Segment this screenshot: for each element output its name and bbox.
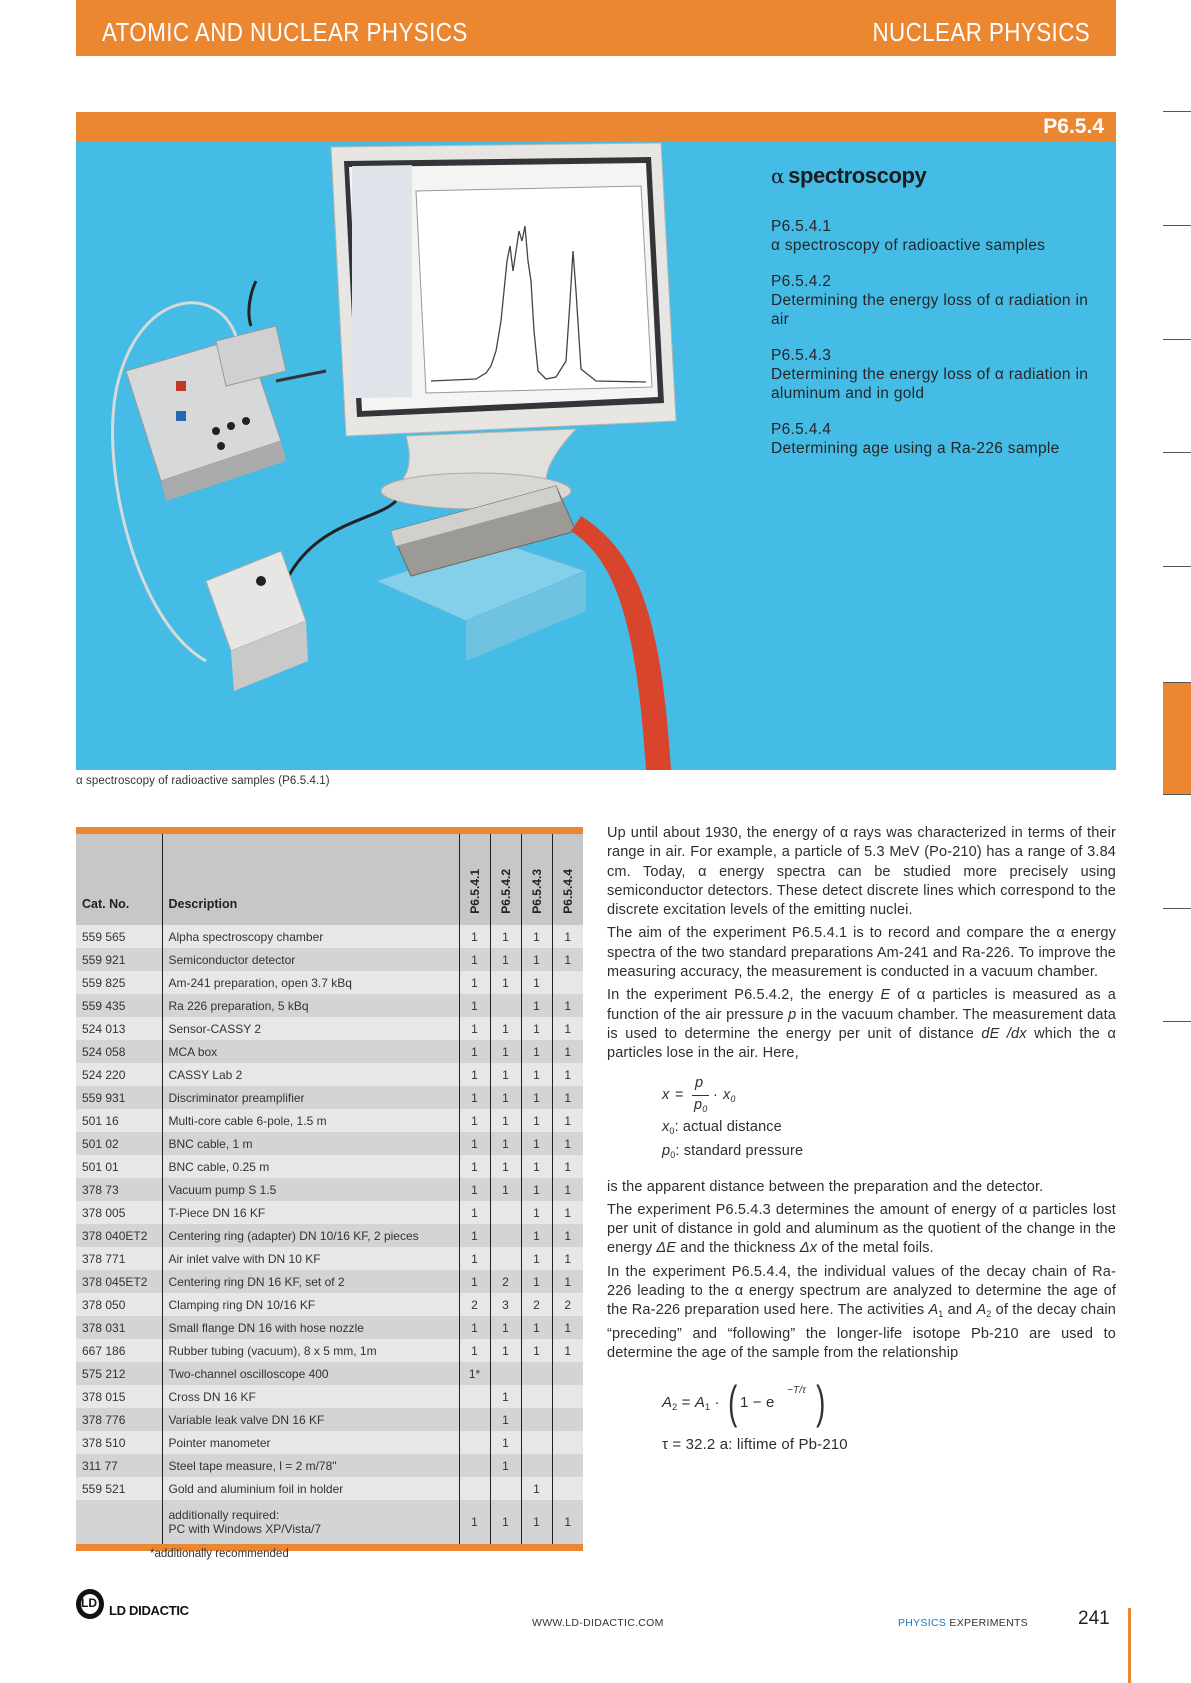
quantity: 1 (521, 925, 552, 948)
quantity: 1 (521, 1063, 552, 1086)
cat-no: 575 212 (76, 1362, 162, 1385)
experiment-code: P6.5.4.3 (771, 347, 832, 364)
cat-no: 378 510 (76, 1431, 162, 1454)
cat-no: 311 77 (76, 1454, 162, 1477)
quantity: 1* (459, 1362, 490, 1385)
quantity: 1 (552, 1247, 583, 1270)
quantity: 1 (552, 1224, 583, 1247)
cat-no: 559 521 (76, 1477, 162, 1500)
cat-no: 501 01 (76, 1155, 162, 1178)
quantity: 1 (459, 1086, 490, 1109)
cat-no: 378 73 (76, 1178, 162, 1201)
paragraph: The experiment P6.5.4.3 determines the amount of energy of α particles lost per unit of distance in gold and aluminum as the quotient of the change in the energy ΔE and the thickness Δx of the metal foils. (607, 1201, 1116, 1257)
catalog-name: PHYSICS EXPERIMENTS (898, 1617, 1028, 1629)
quantity (521, 1454, 552, 1477)
table-row (76, 1040, 583, 1063)
quantity: 1 (521, 948, 552, 971)
table-row (76, 1408, 583, 1431)
experiment-item[interactable] (771, 217, 1091, 255)
quantity: 1 (459, 994, 490, 1017)
quantity: 1 (490, 1408, 521, 1431)
quantity (490, 1477, 521, 1500)
description: Variable leak valve DN 16 KF (162, 1408, 459, 1431)
description: Clamping ring DN 10/16 KF (162, 1293, 459, 1316)
quantity: 1 (490, 1040, 521, 1063)
quantity: 1 (521, 1017, 552, 1040)
cat-no: 559 435 (76, 994, 162, 1017)
quantity: 1 (552, 1178, 583, 1201)
topic-title-text: spectroscopy (788, 163, 927, 188)
description: Rubber tubing (vacuum), 8 x 5 mm, 1m (162, 1339, 459, 1362)
monitor (331, 143, 676, 509)
table-row (76, 1270, 583, 1293)
quantity: 1 (552, 1017, 583, 1040)
quantity: 1 (490, 1385, 521, 1408)
cat-no: 524 013 (76, 1017, 162, 1040)
quantity: 1 (521, 1040, 552, 1063)
chapter-marker[interactable] (1163, 908, 1191, 909)
quantity: 1 (521, 1477, 552, 1500)
description: Small flange DN 16 with hose nozzle (162, 1316, 459, 1339)
quantity: 1 (521, 971, 552, 994)
quantity: 1 (459, 1178, 490, 1201)
table-row (76, 1086, 583, 1109)
quantity: 1 (459, 1201, 490, 1224)
description: Cross DN 16 KF (162, 1385, 459, 1408)
topic-code-bar (76, 112, 1116, 141)
cat-no: 559 931 (76, 1086, 162, 1109)
quantity: 1 (459, 948, 490, 971)
logo-text: LD DIDACTIC (109, 1603, 189, 1618)
quantity: 1 (521, 1155, 552, 1178)
cat-no: 378 771 (76, 1247, 162, 1270)
description: Two-channel oscilloscope 400 (162, 1362, 459, 1385)
cat-no (76, 1500, 162, 1544)
sensor-cassy (126, 326, 286, 501)
header-p6541: P6.5.4.1 (459, 834, 490, 925)
quantity: 1 (552, 1500, 583, 1544)
header-p6543: P6.5.4.3 (521, 834, 552, 925)
topic-code: P6.5.4 (1043, 115, 1104, 138)
cat-no: 559 825 (76, 971, 162, 994)
quantity (552, 1362, 583, 1385)
quantity: 1 (459, 1316, 490, 1339)
quantity: 1 (552, 1270, 583, 1293)
quantity: 2 (552, 1293, 583, 1316)
quantity (459, 1431, 490, 1454)
quantity: 1 (552, 1155, 583, 1178)
apparatus-illustration (76, 141, 756, 770)
quantity (552, 971, 583, 994)
quantity: 3 (490, 1293, 521, 1316)
paragraph: The aim of the experiment P6.5.4.1 is to record and compare the α energy spectra of the two standard preparations Am-241 and Ra-226. To improve the measuring accuracy, the measurement is conducted in a vacuum chamber. (607, 925, 1116, 981)
quantity: 1 (521, 1500, 552, 1544)
section-title: ATOMIC AND NUCLEAR PHYSICS (102, 17, 468, 47)
quantity (521, 1385, 552, 1408)
experiment-item[interactable] (771, 346, 1091, 403)
quantity: 1 (521, 1178, 552, 1201)
cat-no: 667 186 (76, 1339, 162, 1362)
description: Steel tape measure, l = 2 m/78" (162, 1454, 459, 1477)
body-text (607, 824, 1116, 1455)
description: BNC cable, 0.25 m (162, 1155, 459, 1178)
description: BNC cable, 1 m (162, 1132, 459, 1155)
table-row (76, 1224, 583, 1247)
experiment-list (771, 217, 1091, 475)
description: CASSY Lab 2 (162, 1063, 459, 1086)
page-number: 241 (1078, 1608, 1110, 1629)
quantity (552, 1454, 583, 1477)
experiment-item[interactable] (771, 272, 1091, 329)
description: Gold and aluminium foil in holder (162, 1477, 459, 1500)
quantity: 1 (552, 1339, 583, 1362)
quantity (490, 994, 521, 1017)
quantity: 1 (459, 1063, 490, 1086)
quantity: 1 (490, 925, 521, 948)
quantity: 1 (521, 1224, 552, 1247)
quantity: 1 (552, 1086, 583, 1109)
chapter-marker[interactable] (1163, 225, 1191, 226)
topic-title (771, 163, 926, 189)
quantity: 2 (521, 1293, 552, 1316)
table-row (76, 1385, 583, 1408)
quantity: 1 (521, 1339, 552, 1362)
cat-no: 524 220 (76, 1063, 162, 1086)
table-row (76, 994, 583, 1017)
table-footnote: *additionally recommended (150, 1548, 289, 1560)
experiment-title: Determining age using a Ra-226 sample (771, 440, 1060, 457)
cat-no: 378 045ET2 (76, 1270, 162, 1293)
quantity: 1 (490, 971, 521, 994)
description: Am-241 preparation, open 3.7 kBq (162, 971, 459, 994)
quantity (490, 1362, 521, 1385)
chapter-marker[interactable] (1163, 1021, 1191, 1022)
quantity: 1 (490, 1155, 521, 1178)
table-row (76, 1063, 583, 1086)
description: MCA box (162, 1040, 459, 1063)
quantity: 1 (459, 1132, 490, 1155)
cat-no: 559 565 (76, 925, 162, 948)
definition-p0: $p_0$: standard pressure (662, 1142, 804, 1160)
quantity: 1 (459, 1224, 490, 1247)
table-row (76, 1201, 583, 1224)
description: additionally required: PC with Windows XP/Vista/7 (162, 1500, 459, 1544)
quantity (521, 1408, 552, 1431)
table-row (76, 1109, 583, 1132)
quantity: 1 (459, 925, 490, 948)
cat-no: 378 031 (76, 1316, 162, 1339)
quantity: 1 (552, 1132, 583, 1155)
header-description: Description (162, 834, 459, 925)
quantity: 1 (521, 1086, 552, 1109)
table-row (76, 925, 583, 948)
chapter-marker-active[interactable] (1163, 682, 1191, 795)
quantity: 1 (490, 1017, 521, 1040)
quantity: 1 (521, 994, 552, 1017)
table-row (76, 1155, 583, 1178)
quantity: 1 (490, 1454, 521, 1477)
quantity (490, 1201, 521, 1224)
quantity (552, 1385, 583, 1408)
description: Centering ring (adapter) DN 10/16 KF, 2 pieces (162, 1224, 459, 1247)
table-row (76, 1454, 583, 1477)
logo-mark: LD (81, 1596, 97, 1610)
paragraph: is the apparent distance between the preparation and the detector. (607, 1178, 1044, 1195)
quantity: 1 (521, 1316, 552, 1339)
description: Multi-core cable 6-pole, 1.5 m (162, 1109, 459, 1132)
cat-no: 378 050 (76, 1293, 162, 1316)
description: Sensor-CASSY 2 (162, 1017, 459, 1040)
quantity: 1 (552, 925, 583, 948)
experiment-title: Determining the energy loss of α radiation in aluminum and in gold (771, 366, 1089, 402)
table-row (76, 1017, 583, 1040)
cat-no: 501 02 (76, 1132, 162, 1155)
quantity: 1 (552, 948, 583, 971)
figure-caption: α spectroscopy of radioactive samples (P6.5.4.1) (76, 775, 330, 787)
description: Air inlet valve with DN 10 KF (162, 1247, 459, 1270)
chapter-marker[interactable] (1163, 452, 1191, 453)
quantity: 1 (490, 1316, 521, 1339)
table-header-row (76, 834, 583, 925)
quantity (459, 1454, 490, 1477)
table-row-additional (76, 1500, 583, 1544)
quantity: 2 (459, 1293, 490, 1316)
cat-no: 559 921 (76, 948, 162, 971)
quantity: 1 (521, 1270, 552, 1293)
chapter-marker[interactable] (1163, 111, 1191, 112)
experiment-code: P6.5.4.2 (771, 273, 832, 290)
table-row (76, 1316, 583, 1339)
table-row (76, 971, 583, 994)
subsection-title: NUCLEAR PHYSICS (872, 17, 1090, 47)
tau-definition: τ = 32.2 a: liftime of Pb-210 (662, 1436, 848, 1454)
quantity: 1 (459, 1270, 490, 1293)
quantity: 1 (552, 994, 583, 1017)
quantity (521, 1362, 552, 1385)
header-p6542: P6.5.4.2 (490, 834, 521, 925)
description: T-Piece DN 16 KF (162, 1201, 459, 1224)
quantity: 1 (459, 1339, 490, 1362)
quantity: 1 (521, 1132, 552, 1155)
quantity: 1 (490, 1086, 521, 1109)
header-cat-no: Cat. No. (76, 834, 162, 925)
alpha-spectroscopy-chamber (376, 486, 671, 770)
description: Ra 226 preparation, 5 kBq (162, 994, 459, 1017)
quantity: 1 (521, 1247, 552, 1270)
quantity: 1 (459, 1017, 490, 1040)
quantity: 1 (521, 1201, 552, 1224)
quantity (459, 1408, 490, 1431)
chapter-marker[interactable] (1163, 566, 1191, 567)
table-row (76, 1431, 583, 1454)
quantity (459, 1385, 490, 1408)
equipment-table (76, 827, 583, 1551)
description: Vacuum pump S 1.5 (162, 1178, 459, 1201)
table-row (76, 1247, 583, 1270)
header-p6544: P6.5.4.4 (552, 834, 583, 925)
description: Alpha spectroscopy chamber (162, 925, 459, 948)
cat-no: 501 16 (76, 1109, 162, 1132)
paragraph: Up until about 1930, the energy of α rays was characterized in terms of their range in air. For example, a particle of 5.3 MeV (Po-210) has a range of 3.84 cm. Today, α energy spectra can be studied more precisely using semiconductor detectors. These detect discrete lines which correspond to the discrete excitation levels of the emitting nuclei. (607, 825, 1116, 919)
experiment-item[interactable] (771, 420, 1091, 458)
quantity: 1 (459, 1500, 490, 1544)
quantity: 1 (490, 1339, 521, 1362)
quantity (552, 1477, 583, 1500)
quantity: 1 (552, 1201, 583, 1224)
quantity: 1 (459, 1040, 490, 1063)
paragraph: In the experiment P6.5.4.4, the individual values of the decay chain of Ra-226 leading to the α energy spectrum are analyzed to determine the age of the Ra-226 preparation used here. The activities $A_1$ and $A_2$ of the decay chain “preceding” and “following” the longer-life isotope Pb-210 are used to determine the age of the sample from the relationship (607, 1263, 1117, 1361)
cat-no: 378 040ET2 (76, 1224, 162, 1247)
quantity: 1 (459, 971, 490, 994)
table-row (76, 1477, 583, 1500)
chapter-marker[interactable] (1163, 339, 1191, 340)
quantity (552, 1431, 583, 1454)
quantity: 1 (552, 1063, 583, 1086)
table-row (76, 1132, 583, 1155)
quantity: 1 (552, 1316, 583, 1339)
quantity: 1 (521, 1109, 552, 1132)
alpha-symbol: α (771, 164, 785, 188)
table-top-rule (76, 827, 583, 834)
quantity: 1 (459, 1155, 490, 1178)
header-bar (76, 0, 1116, 56)
quantity: 1 (490, 1178, 521, 1201)
quantity: 1 (490, 1500, 521, 1544)
quantity: 2 (490, 1270, 521, 1293)
paragraph: In the experiment P6.5.4.2, the energy E of α particles is measured as a function of the air pressure p in the vacuum chamber. The measurement data is used to determine the energy per unit of distance dE /dx which the α particles lose in the air. Here, (607, 987, 1117, 1062)
description: Discriminator preamplifier (162, 1086, 459, 1109)
page-accent-bar (1128, 1608, 1131, 1683)
cat-no: 378 015 (76, 1385, 162, 1408)
cat-no: 524 058 (76, 1040, 162, 1063)
experiment-title: Determining the energy loss of α radiation in air (771, 292, 1089, 328)
description: Semiconductor detector (162, 948, 459, 971)
cat-no: 378 776 (76, 1408, 162, 1431)
cat-no: 378 005 (76, 1201, 162, 1224)
hero-panel (76, 141, 1116, 770)
quantity (490, 1224, 521, 1247)
quantity: 1 (490, 1109, 521, 1132)
quantity: 1 (490, 948, 521, 971)
table-row (76, 1339, 583, 1362)
table-row (76, 1293, 583, 1316)
distance-formula: x = p $p_0$ · $x_0$ $x_0$: actual distance $p_0$: standard pressure (607, 1068, 1116, 1178)
definition-x0: $x_0$: actual distance (662, 1118, 782, 1136)
table-row (76, 948, 583, 971)
quantity: 1 (490, 1063, 521, 1086)
experiment-code: P6.5.4.1 (771, 218, 832, 235)
description: Centering ring DN 16 KF, set of 2 (162, 1270, 459, 1293)
table-row (76, 1178, 583, 1201)
table-row (76, 1362, 583, 1385)
website-link[interactable]: WWW.LD-DIDACTIC.COM (532, 1617, 664, 1629)
quantity (459, 1477, 490, 1500)
quantity: 1 (490, 1132, 521, 1155)
quantity (490, 1247, 521, 1270)
quantity (521, 1431, 552, 1454)
quantity: 1 (552, 1040, 583, 1063)
quantity: 1 (490, 1431, 521, 1454)
activity-formula: $A_2 = A_1$ · ( 1 − e −T/τ ) (662, 1376, 826, 1429)
experiment-code: P6.5.4.4 (771, 421, 832, 438)
quantity (552, 1408, 583, 1431)
experiment-title: α spectroscopy of radioactive samples (771, 237, 1046, 254)
description: Pointer manometer (162, 1431, 459, 1454)
quantity: 1 (459, 1247, 490, 1270)
quantity: 1 (459, 1109, 490, 1132)
quantity: 1 (552, 1109, 583, 1132)
